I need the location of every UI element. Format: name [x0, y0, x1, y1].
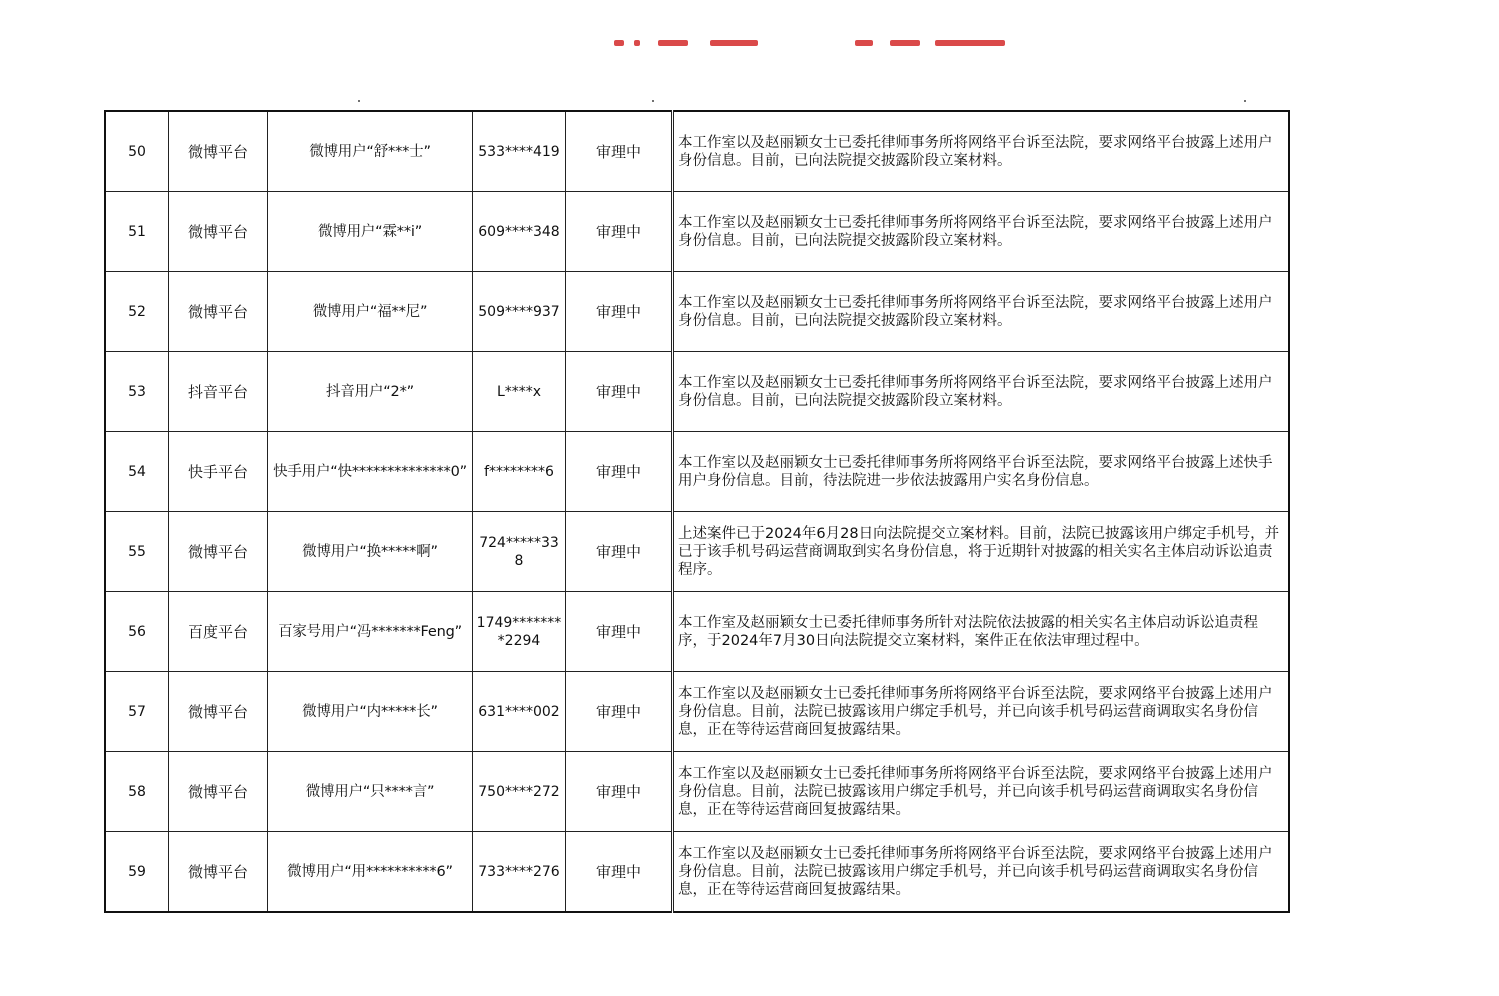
- id-cell: 1749********2294: [473, 592, 566, 672]
- platform-cell: 抖音平台: [169, 352, 268, 432]
- id-cell: L****x: [473, 352, 566, 432]
- row-number: 55: [105, 512, 169, 592]
- table-row: [105, 752, 1289, 832]
- id-cell: 609****348: [473, 192, 566, 272]
- user-cell: 百家号用户“冯*******Feng”: [268, 592, 473, 672]
- scan-speck: [652, 100, 654, 102]
- id-cell: 724*****338: [473, 512, 566, 592]
- table-row: [105, 832, 1289, 913]
- id-cell: 533****419: [473, 111, 566, 192]
- status-cell: 审理中: [566, 272, 673, 352]
- table-body: [105, 111, 1289, 912]
- description-cell: 本工作室以及赵丽颖女士已委托律师事务所将网络平台诉至法院，要求网络平台披露上述用户身份信息。目前，法院已披露该用户绑定手机号，并已向该手机号码运营商调取实名身份信息，正在等待运营商回复披露结果。: [673, 672, 1290, 752]
- row-number: 52: [105, 272, 169, 352]
- table-row: [105, 512, 1289, 592]
- table-row: [105, 352, 1289, 432]
- status-cell: 审理中: [566, 111, 673, 192]
- status-cell: 审理中: [566, 752, 673, 832]
- platform-cell: 微博平台: [169, 192, 268, 272]
- status-cell: 审理中: [566, 672, 673, 752]
- platform-cell: 微博平台: [169, 111, 268, 192]
- row-number: 53: [105, 352, 169, 432]
- table-row: [105, 272, 1289, 352]
- description-cell: 上述案件已于2024年6月28日向法院提交立案材料。目前，法院已披露该用户绑定手机号，并已于该手机号码运营商调取到实名身份信息，将于近期针对披露的相关实名主体启动诉讼追责程序。: [673, 512, 1290, 592]
- table-row: [105, 432, 1289, 512]
- table-row: [105, 592, 1289, 672]
- row-number: 56: [105, 592, 169, 672]
- description-cell: 本工作室及赵丽颖女士已委托律师事务所针对法院依法披露的相关实名主体启动诉讼追责程序，于2024年7月30日向法院提交立案材料，案件正在依法审理过程中。: [673, 592, 1290, 672]
- user-cell: 微博用户“内*****长”: [268, 672, 473, 752]
- platform-cell: 微博平台: [169, 752, 268, 832]
- user-cell: 微博用户“福**尼”: [268, 272, 473, 352]
- status-cell: 审理中: [566, 432, 673, 512]
- scan-speck: [1244, 100, 1246, 102]
- status-cell: 审理中: [566, 592, 673, 672]
- table-row: [105, 111, 1289, 192]
- user-cell: 微博用户“用**********6”: [268, 832, 473, 913]
- row-number: 51: [105, 192, 169, 272]
- row-number: 58: [105, 752, 169, 832]
- row-number: 50: [105, 111, 169, 192]
- status-cell: 审理中: [566, 352, 673, 432]
- description-cell: 本工作室以及赵丽颖女士已委托律师事务所将网络平台诉至法院，要求网络平台披露上述用户身份信息。目前，已向法院提交披露阶段立案材料。: [673, 352, 1290, 432]
- user-cell: 微博用户“霖**i”: [268, 192, 473, 272]
- description-cell: 本工作室以及赵丽颖女士已委托律师事务所将网络平台诉至法院，要求网络平台披露上述用户身份信息。目前，已向法院提交披露阶段立案材料。: [673, 192, 1290, 272]
- user-cell: 微博用户“换*****啊”: [268, 512, 473, 592]
- status-cell: 审理中: [566, 192, 673, 272]
- user-cell: 微博用户“只****言”: [268, 752, 473, 832]
- status-cell: 审理中: [566, 832, 673, 913]
- id-cell: f********6: [473, 432, 566, 512]
- platform-cell: 微博平台: [169, 272, 268, 352]
- platform-cell: 微博平台: [169, 512, 268, 592]
- id-cell: 733****276: [473, 832, 566, 913]
- row-number: 54: [105, 432, 169, 512]
- description-cell: 本工作室以及赵丽颖女士已委托律师事务所将网络平台诉至法院，要求网络平台披露上述用户身份信息。目前，已向法院提交披露阶段立案材料。: [673, 111, 1290, 192]
- platform-cell: 微博平台: [169, 832, 268, 913]
- user-cell: 抖音用户“2*”: [268, 352, 473, 432]
- description-cell: 本工作室以及赵丽颖女士已委托律师事务所将网络平台诉至法院，要求网络平台披露上述快手用户身份信息。目前，待法院进一步依法披露用户实名身份信息。: [673, 432, 1290, 512]
- platform-cell: 快手平台: [169, 432, 268, 512]
- platform-cell: 微博平台: [169, 672, 268, 752]
- row-number: 57: [105, 672, 169, 752]
- case-status-table: [104, 110, 1290, 913]
- description-cell: 本工作室以及赵丽颖女士已委托律师事务所将网络平台诉至法院，要求网络平台披露上述用户身份信息。目前，法院已披露该用户绑定手机号，并已向该手机号码运营商调取实名身份信息，正在等待运营商回复披露结果。: [673, 832, 1290, 913]
- id-cell: 750****272: [473, 752, 566, 832]
- red-seal-fragment: [600, 36, 1020, 50]
- id-cell: 509****937: [473, 272, 566, 352]
- description-cell: 本工作室以及赵丽颖女士已委托律师事务所将网络平台诉至法院，要求网络平台披露上述用户身份信息。目前，法院已披露该用户绑定手机号，并已向该手机号码运营商调取实名身份信息，正在等待运营商回复披露结果。: [673, 752, 1290, 832]
- scan-speck: [358, 100, 360, 102]
- row-number: 59: [105, 832, 169, 913]
- table-row: [105, 192, 1289, 272]
- description-cell: 本工作室以及赵丽颖女士已委托律师事务所将网络平台诉至法院，要求网络平台披露上述用户身份信息。目前，已向法院提交披露阶段立案材料。: [673, 272, 1290, 352]
- platform-cell: 百度平台: [169, 592, 268, 672]
- id-cell: 631****002: [473, 672, 566, 752]
- user-cell: 微博用户“舒***士”: [268, 111, 473, 192]
- user-cell: 快手用户“快**************0”: [268, 432, 473, 512]
- table-row: [105, 672, 1289, 752]
- status-cell: 审理中: [566, 512, 673, 592]
